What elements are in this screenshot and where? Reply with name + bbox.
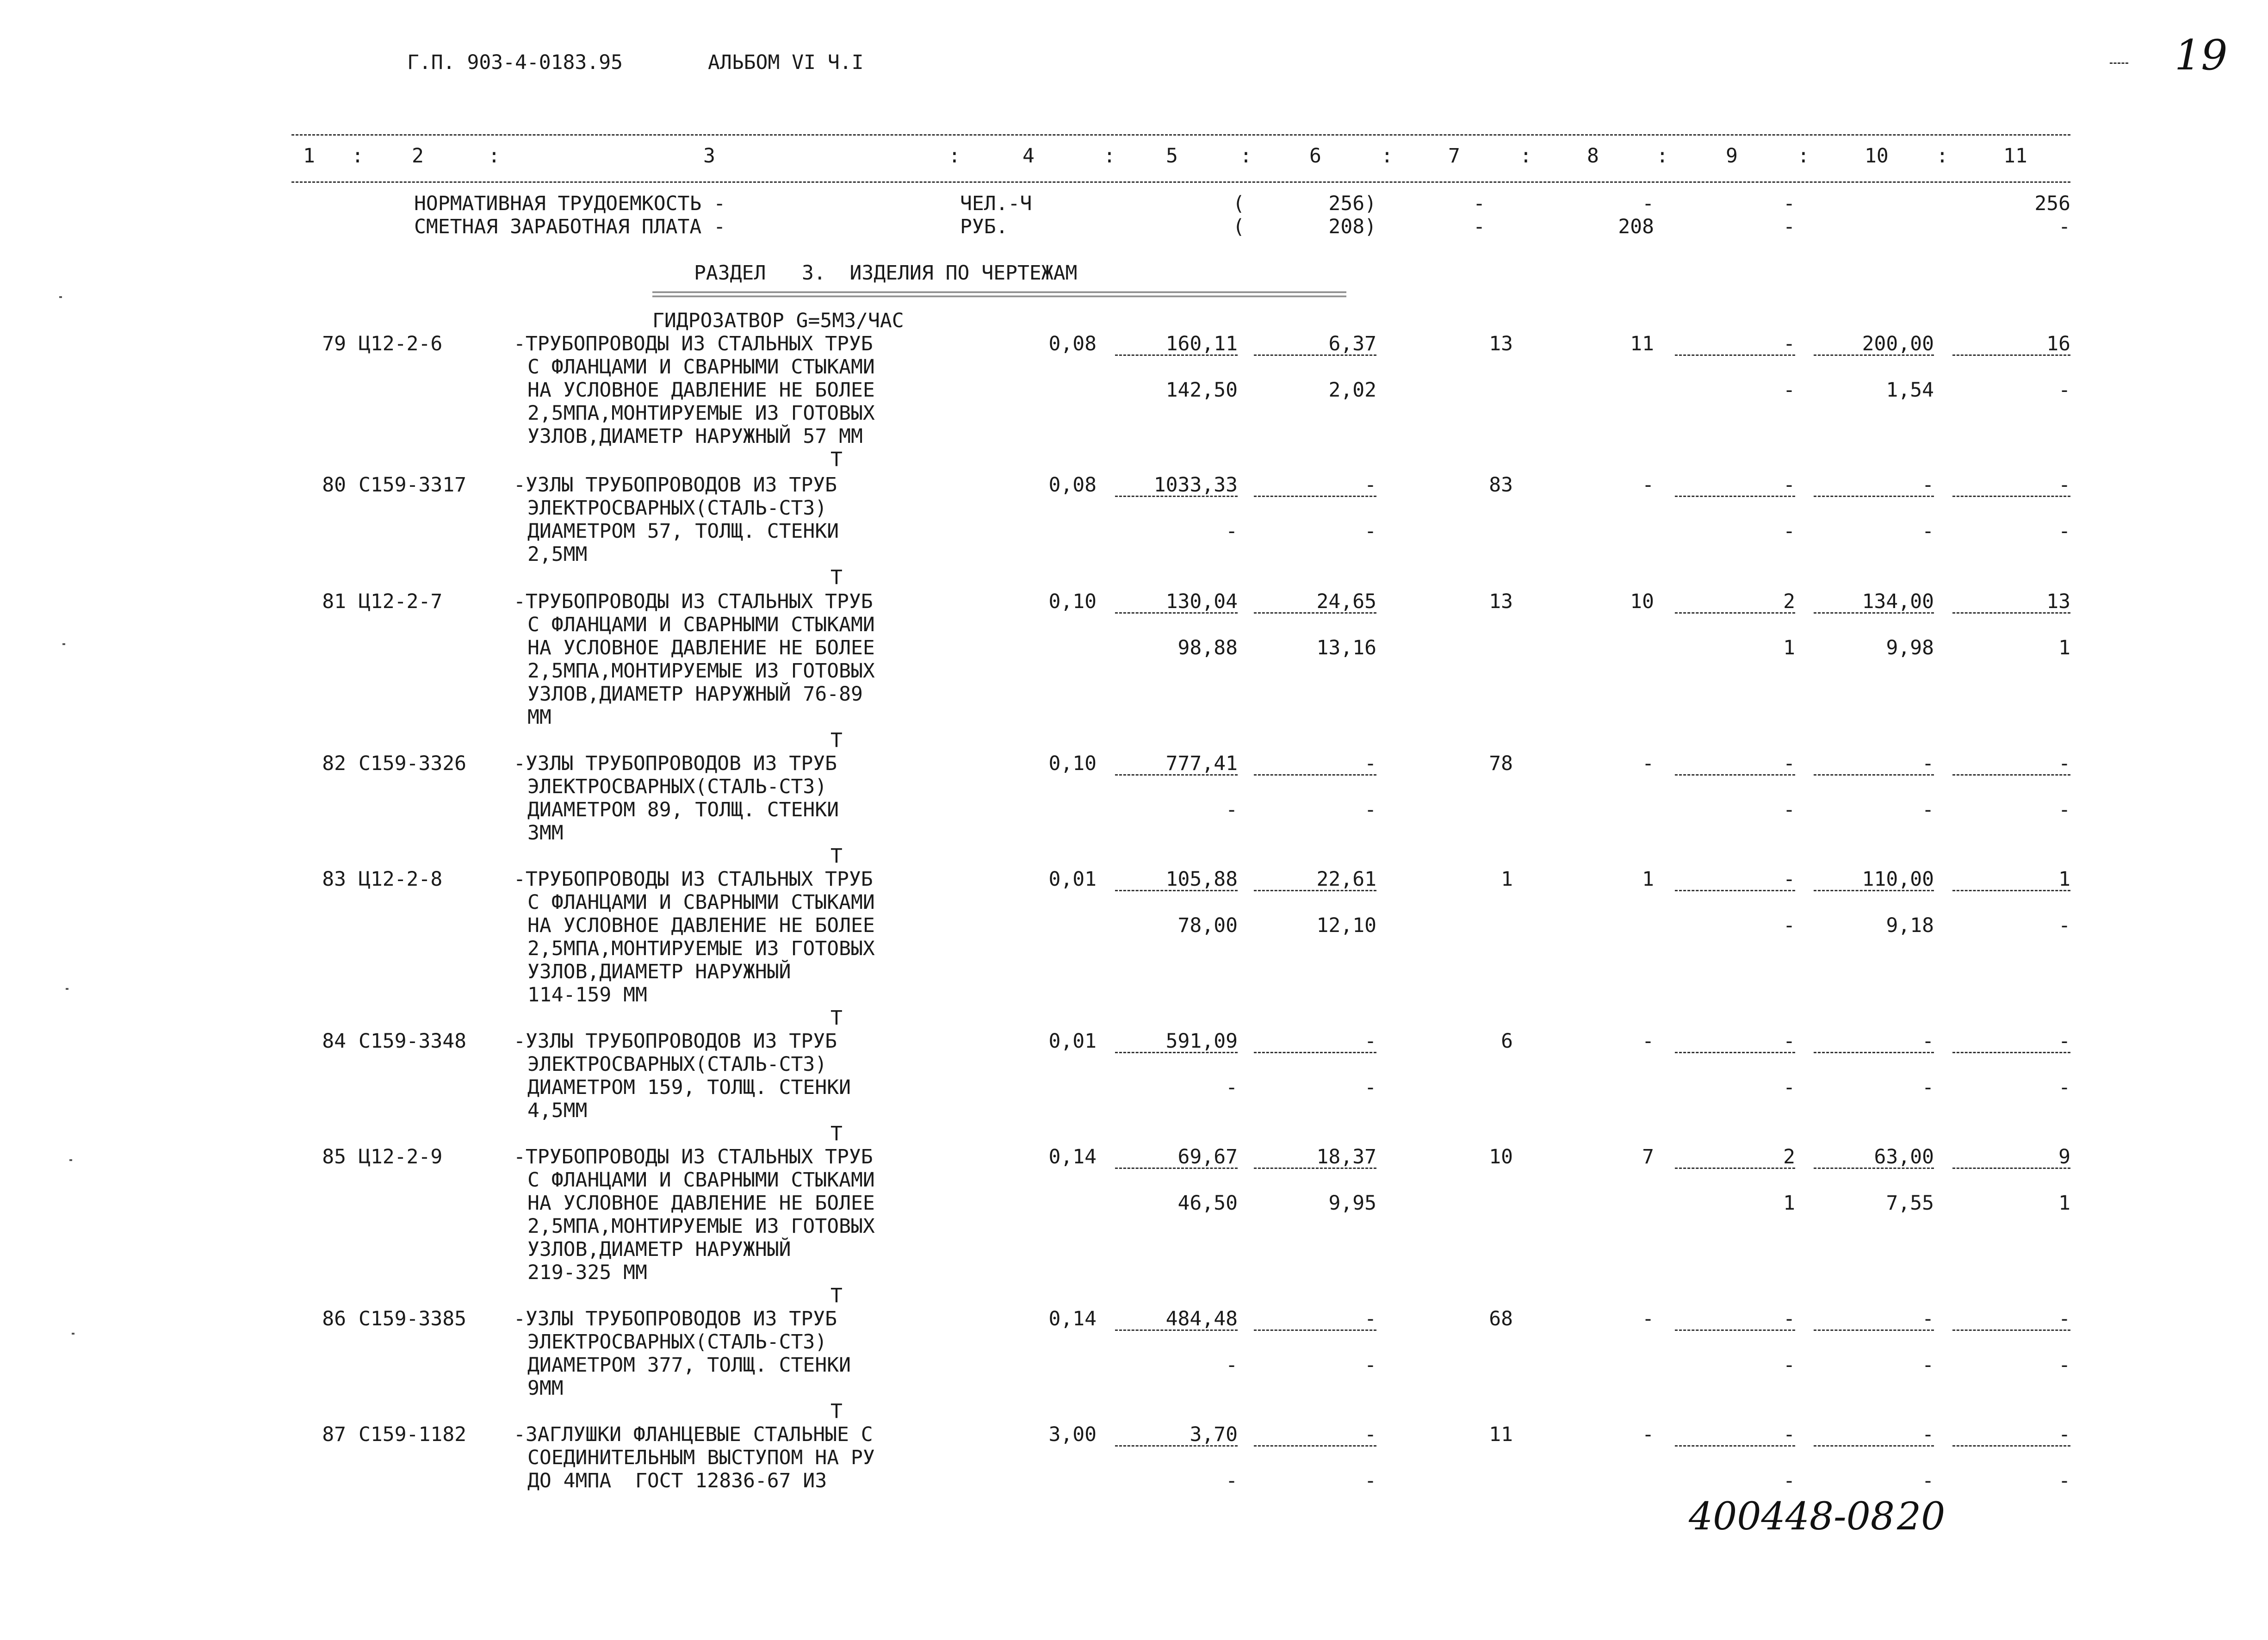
- page-mark-dash: [2110, 62, 2128, 64]
- row-dash-c9: [1675, 496, 1795, 497]
- row-col10-sub: -: [1922, 798, 1934, 821]
- row-dash-c10: [1814, 1052, 1934, 1053]
- row-description-line: 2,5МПА,МОНТИРУЕМЫЕ ИЗ ГОТОВЫХ: [527, 659, 875, 683]
- row-col8: -: [1642, 1307, 1654, 1330]
- row-description-line: УЗЛОВ,ДИАМЕТР НАРУЖНЫЙ: [527, 1238, 791, 1261]
- row-col6-sub: 12,10: [1316, 914, 1376, 937]
- row-col4: 0,01: [1048, 1030, 1097, 1053]
- row-dash-c10: [1814, 1168, 1934, 1169]
- row-description-line: 9ММ: [527, 1377, 564, 1400]
- row-dash-c6: [1254, 1052, 1376, 1053]
- row-col10: -: [1922, 1423, 1934, 1446]
- scan-speck: [66, 988, 68, 990]
- row-number: 79: [322, 332, 346, 355]
- row-col6: -: [1364, 1030, 1376, 1053]
- row-col8: 10: [1630, 590, 1654, 613]
- row-number: 87: [322, 1423, 346, 1446]
- row-dash-c11: [1952, 612, 2070, 614]
- row-col11: -: [2058, 1030, 2070, 1053]
- row-code: Ц12-2-9: [359, 1145, 443, 1168]
- row-col9: -: [1783, 473, 1795, 497]
- row-col6-sub: -: [1364, 1076, 1376, 1099]
- row-description-line: СОЕДИНИТЕЛЬНЫМ ВЫСТУПОМ НА РУ: [527, 1446, 875, 1469]
- row-col5: 105,88: [1165, 868, 1238, 891]
- column-separator: :: [488, 144, 500, 168]
- row-col10: 63,00: [1874, 1145, 1934, 1168]
- row-dash-c9: [1675, 1329, 1795, 1331]
- row-col6-sub: -: [1364, 1469, 1376, 1492]
- scan-speck: [59, 296, 62, 298]
- row-dash-c10: [1814, 774, 1934, 776]
- row-description-line: ДИАМЕТРОМ 159, ТОЛЩ. СТЕНКИ: [527, 1076, 851, 1099]
- row-description-line: 4,5ММ: [527, 1099, 588, 1122]
- row-col6: -: [1364, 1307, 1376, 1330]
- column-separator: :: [1656, 144, 1668, 168]
- row-col10-sub: -: [1922, 1469, 1934, 1492]
- row-col8: 1: [1642, 868, 1654, 891]
- row-col8: -: [1642, 1423, 1654, 1446]
- row-col10: -: [1922, 752, 1934, 775]
- row-col5-sub: 98,88: [1177, 636, 1238, 659]
- row-col10: 200,00: [1862, 332, 1934, 355]
- column-separator: :: [352, 144, 364, 168]
- row-dash-c5: [1115, 1329, 1238, 1331]
- row-col6: -: [1364, 473, 1376, 497]
- row-code: С159-3326: [359, 752, 466, 775]
- row-col7: 1: [1501, 868, 1513, 891]
- row-col5: 484,48: [1165, 1307, 1238, 1330]
- column-separator: :: [1381, 144, 1393, 168]
- row-number: 83: [322, 868, 346, 891]
- section-subtitle: ГИДРОЗАТВОР G=5М3/ЧАС: [652, 309, 904, 332]
- row-dash-c10: [1814, 354, 1934, 356]
- section-underline: [652, 292, 1346, 297]
- column-header-11: 11: [2003, 144, 2027, 168]
- row-description-line: ЭЛЕКТРОСВАРНЫХ(СТАЛЬ-СТ3): [527, 1330, 827, 1354]
- row-description-line: УЗЛОВ,ДИАМЕТР НАРУЖНЫЙ 57 ММ: [527, 425, 863, 448]
- row-description-line: ДО 4МПА ГОСТ 12836-67 ИЗ: [527, 1469, 827, 1492]
- column-separator: :: [1797, 144, 1809, 168]
- row-col9: 2: [1783, 1145, 1795, 1168]
- row-description-line: НА УСЛОВНОЕ ДАВЛЕНИЕ НЕ БОЛЕЕ: [527, 1192, 875, 1215]
- row-col11: 1: [2058, 868, 2070, 891]
- row-col11-sub: 1: [2058, 1192, 2070, 1215]
- row-col5-sub: -: [1226, 1469, 1238, 1492]
- header-rule-top: [291, 134, 2070, 136]
- row-code: С159-3348: [359, 1030, 466, 1053]
- row-dash-c11: [1952, 774, 2070, 776]
- row-col11: -: [2058, 473, 2070, 497]
- column-header-9: 9: [1726, 144, 1738, 168]
- row-col11-sub: 1: [2058, 636, 2070, 659]
- row-col11-sub: -: [2058, 1469, 2070, 1492]
- row-code: Ц12-2-7: [359, 590, 443, 613]
- row-col8: 7: [1642, 1145, 1654, 1168]
- column-header-4: 4: [1022, 144, 1035, 168]
- column-header-1: 1: [303, 144, 315, 168]
- row-col10-sub: 9,98: [1886, 636, 1934, 659]
- row-code: Ц12-2-6: [359, 332, 443, 355]
- row-description-line: УЗЛОВ,ДИАМЕТР НАРУЖНЫЙ 76-89: [527, 683, 863, 706]
- column-header-7: 7: [1448, 144, 1460, 168]
- row-unit: Т: [830, 1400, 843, 1423]
- row-col6-sub: 9,95: [1328, 1192, 1376, 1215]
- row-dash-c10: [1814, 1445, 1934, 1447]
- summary-col8: 208: [1618, 215, 1654, 238]
- row-number: 85: [322, 1145, 346, 1168]
- footer-stamp: 400448-08: [1689, 1495, 1895, 1539]
- summary-col7: -: [1473, 215, 1485, 238]
- row-description-line: ЭЛЕКТРОСВАРНЫХ(СТАЛЬ-СТ3): [527, 775, 827, 798]
- row-col6: 18,37: [1316, 1145, 1376, 1168]
- row-code: Ц12-2-8: [359, 868, 443, 891]
- row-col5: 1033,33: [1153, 473, 1238, 497]
- row-dash-c6: [1254, 774, 1376, 776]
- row-dash-c5: [1115, 1168, 1238, 1169]
- row-col11-sub: -: [2058, 520, 2070, 543]
- row-dash-c5: [1115, 496, 1238, 497]
- summary-col8: -: [1642, 192, 1654, 215]
- row-col11-sub: -: [2058, 1076, 2070, 1099]
- row-col6-sub: -: [1364, 520, 1376, 543]
- column-separator: :: [1103, 144, 1115, 168]
- row-col10: -: [1922, 473, 1934, 497]
- row-dash-c6: [1254, 612, 1376, 614]
- album-label: АЛЬБОМ VI Ч.I: [708, 51, 864, 74]
- document-code: Г.П. 903-4-0183.95: [407, 51, 623, 74]
- summary-col6: ( 208): [1233, 215, 1376, 238]
- row-col11-sub: -: [2058, 379, 2070, 402]
- row-col11-sub: -: [2058, 798, 2070, 821]
- row-description-line: 2,5МПА,МОНТИРУЕМЫЕ ИЗ ГОТОВЫХ: [527, 937, 875, 960]
- row-col10-sub: -: [1922, 1076, 1934, 1099]
- row-col11: -: [2058, 752, 2070, 775]
- row-col10: 110,00: [1862, 868, 1934, 891]
- row-description-line: -ТРУБОПРОВОДЫ ИЗ СТАЛЬНЫХ ТРУБ: [514, 332, 873, 355]
- row-dash-c10: [1814, 612, 1934, 614]
- row-col7: 11: [1489, 1423, 1513, 1446]
- row-col10-sub: -: [1922, 1354, 1934, 1377]
- row-number: 86: [322, 1307, 346, 1330]
- row-col5: 160,11: [1165, 332, 1238, 355]
- row-dash-c5: [1115, 1052, 1238, 1053]
- row-col9-sub: -: [1783, 1076, 1795, 1099]
- column-header-8: 8: [1587, 144, 1599, 168]
- column-header-3: 3: [703, 144, 715, 168]
- row-description-line: ЭЛЕКТРОСВАРНЫХ(СТАЛЬ-СТ3): [527, 497, 827, 520]
- row-col9: -: [1783, 1307, 1795, 1330]
- row-unit: Т: [830, 566, 843, 589]
- footer-page: 20: [1897, 1495, 1946, 1539]
- row-dash-c6: [1254, 496, 1376, 497]
- row-col4: 3,00: [1048, 1423, 1097, 1446]
- row-col11-sub: -: [2058, 914, 2070, 937]
- row-description-line: ДИАМЕТРОМ 89, ТОЛЩ. СТЕНКИ: [527, 798, 839, 821]
- row-col4: 0,08: [1048, 332, 1097, 355]
- row-dash-c11: [1952, 1168, 2070, 1169]
- row-col9-sub: -: [1783, 798, 1795, 821]
- summary-unit: РУБ.: [960, 215, 1008, 238]
- row-col5: 130,04: [1165, 590, 1238, 613]
- row-dash-c11: [1952, 890, 2070, 891]
- row-col5: 3,70: [1190, 1423, 1238, 1446]
- row-col8: -: [1642, 473, 1654, 497]
- row-col4: 0,10: [1048, 590, 1097, 613]
- row-col4: 0,14: [1048, 1145, 1097, 1168]
- row-col10: 134,00: [1862, 590, 1934, 613]
- row-col7: 78: [1489, 752, 1513, 775]
- row-description-line: ЭЛЕКТРОСВАРНЫХ(СТАЛЬ-СТ3): [527, 1053, 827, 1076]
- summary-label: СМЕТНАЯ ЗАРАБОТНАЯ ПЛАТА -: [414, 215, 726, 238]
- column-header-2: 2: [412, 144, 424, 168]
- row-col11: -: [2058, 1423, 2070, 1446]
- row-col5-sub: 78,00: [1177, 914, 1238, 937]
- row-col11: 16: [2046, 332, 2070, 355]
- row-col7: 83: [1489, 473, 1513, 497]
- row-col10-sub: -: [1922, 520, 1934, 543]
- row-dash-c5: [1115, 774, 1238, 776]
- row-col6: -: [1364, 752, 1376, 775]
- row-dash-c6: [1254, 1168, 1376, 1169]
- row-col4: 0,01: [1048, 868, 1097, 891]
- row-code: С159-3385: [359, 1307, 466, 1330]
- row-description-line: -ТРУБОПРОВОДЫ ИЗ СТАЛЬНЫХ ТРУБ: [514, 868, 873, 891]
- row-number: 81: [322, 590, 346, 613]
- row-dash-c10: [1814, 496, 1934, 497]
- row-col6: 6,37: [1328, 332, 1376, 355]
- row-col5: 591,09: [1165, 1030, 1238, 1053]
- row-col9: -: [1783, 332, 1795, 355]
- summary-label: НОРМАТИВНАЯ ТРУДОЕМКОСТЬ -: [414, 192, 726, 215]
- row-dash-c5: [1115, 1445, 1238, 1447]
- row-description-line: ДИАМЕТРОМ 57, ТОЛЩ. СТЕНКИ: [527, 520, 839, 543]
- row-col4: 0,14: [1048, 1307, 1097, 1330]
- row-col7: 13: [1489, 590, 1513, 613]
- row-col6-sub: -: [1364, 1354, 1376, 1377]
- row-col9: -: [1783, 752, 1795, 775]
- row-col4: 0,10: [1048, 752, 1097, 775]
- row-dash-c9: [1675, 774, 1795, 776]
- row-dash-c11: [1952, 1445, 2070, 1447]
- row-description-line: -ЗАГЛУШКИ ФЛАНЦЕВЫЕ СТАЛЬНЫЕ С: [514, 1423, 873, 1446]
- summary-col9: -: [1783, 192, 1795, 215]
- row-dash-c6: [1254, 1445, 1376, 1447]
- row-col7: 10: [1489, 1145, 1513, 1168]
- row-description-line: С ФЛАНЦАМИ И СВАРНЫМИ СТЫКАМИ: [527, 891, 875, 914]
- row-unit: Т: [830, 729, 843, 752]
- row-description-line: 2,5ММ: [527, 543, 588, 566]
- row-dash-c11: [1952, 496, 2070, 497]
- header-rule-bottom: [291, 181, 2070, 183]
- row-dash-c6: [1254, 1329, 1376, 1331]
- row-col11: 13: [2046, 590, 2070, 613]
- row-description-line: С ФЛАНЦАМИ И СВАРНЫМИ СТЫКАМИ: [527, 613, 875, 636]
- column-separator: :: [1936, 144, 1948, 168]
- row-col9-sub: 1: [1783, 1192, 1795, 1215]
- row-description-line: 2,5МПА,МОНТИРУЕМЫЕ ИЗ ГОТОВЫХ: [527, 1215, 875, 1238]
- row-col5-sub: -: [1226, 520, 1238, 543]
- row-col11: 9: [2058, 1145, 2070, 1168]
- row-col10-sub: 1,54: [1886, 379, 1934, 402]
- row-dash-c10: [1814, 1329, 1934, 1331]
- row-dash-c10: [1814, 890, 1934, 891]
- row-dash-c5: [1115, 890, 1238, 891]
- row-description-line: НА УСЛОВНОЕ ДАВЛЕНИЕ НЕ БОЛЕЕ: [527, 379, 875, 402]
- row-dash-c9: [1675, 612, 1795, 614]
- row-col5-sub: -: [1226, 1076, 1238, 1099]
- row-col9-sub: 1: [1783, 636, 1795, 659]
- row-dash-c6: [1254, 890, 1376, 891]
- row-description-line: УЗЛОВ,ДИАМЕТР НАРУЖНЫЙ: [527, 960, 791, 983]
- row-code: С159-1182: [359, 1423, 466, 1446]
- row-col11: -: [2058, 1307, 2070, 1330]
- row-col10-sub: 7,55: [1886, 1192, 1934, 1215]
- row-dash-c9: [1675, 1052, 1795, 1053]
- row-unit: Т: [830, 845, 843, 868]
- summary-col9: -: [1783, 215, 1795, 238]
- row-unit: Т: [830, 1284, 843, 1307]
- row-description-line: -УЗЛЫ ТРУБОПРОВОДОВ ИЗ ТРУБ: [514, 1307, 837, 1330]
- row-dash-c6: [1254, 354, 1376, 356]
- column-separator: :: [1240, 144, 1252, 168]
- row-col5-sub: -: [1226, 1354, 1238, 1377]
- row-col9-sub: -: [1783, 520, 1795, 543]
- row-dash-c11: [1952, 1052, 2070, 1053]
- row-dash-c9: [1675, 354, 1795, 356]
- row-description-line: 3ММ: [527, 821, 564, 845]
- row-number: 80: [322, 473, 346, 497]
- row-description-line: С ФЛАНЦАМИ И СВАРНЫМИ СТЫКАМИ: [527, 1168, 875, 1192]
- summary-col11: 256: [2034, 192, 2070, 215]
- column-separator: :: [948, 144, 960, 168]
- row-description-line: -ТРУБОПРОВОДЫ ИЗ СТАЛЬНЫХ ТРУБ: [514, 1145, 873, 1168]
- row-code: С159-3317: [359, 473, 466, 497]
- row-col5: 69,67: [1177, 1145, 1238, 1168]
- row-description-line: НА УСЛОВНОЕ ДАВЛЕНИЕ НЕ БОЛЕЕ: [527, 636, 875, 659]
- row-number: 84: [322, 1030, 346, 1053]
- summary-col7: -: [1473, 192, 1485, 215]
- scan-speck: [69, 1159, 72, 1161]
- row-description-line: НА УСЛОВНОЕ ДАВЛЕНИЕ НЕ БОЛЕЕ: [527, 914, 875, 937]
- section-title: РАЗДЕЛ 3. ИЗДЕЛИЯ ПО ЧЕРТЕЖАМ: [694, 261, 1078, 285]
- column-header-6: 6: [1309, 144, 1321, 168]
- row-col9-sub: -: [1783, 1469, 1795, 1492]
- row-col8: -: [1642, 752, 1654, 775]
- column-separator: :: [1520, 144, 1532, 168]
- row-description-line: С ФЛАНЦАМИ И СВАРНЫМИ СТЫКАМИ: [527, 355, 875, 379]
- page-mark: 19: [2175, 31, 2228, 80]
- row-dash-c9: [1675, 1168, 1795, 1169]
- row-col6-sub: 2,02: [1328, 379, 1376, 402]
- row-description-line: ММ: [527, 706, 552, 729]
- row-col8: -: [1642, 1030, 1654, 1053]
- row-col7: 13: [1489, 332, 1513, 355]
- row-col9: 2: [1783, 590, 1795, 613]
- row-col6: 24,65: [1316, 590, 1376, 613]
- row-col10-sub: 9,18: [1886, 914, 1934, 937]
- scan-speck: [72, 1333, 74, 1335]
- row-col11-sub: -: [2058, 1354, 2070, 1377]
- row-col7: 6: [1501, 1030, 1513, 1053]
- row-col8: 11: [1630, 332, 1654, 355]
- row-col5-sub: 142,50: [1165, 379, 1238, 402]
- row-dash-c5: [1115, 354, 1238, 356]
- summary-unit: ЧЕЛ.-Ч: [960, 192, 1032, 215]
- summary-col11: -: [2058, 215, 2070, 238]
- row-col7: 68: [1489, 1307, 1513, 1330]
- row-description-line: 2,5МПА,МОНТИРУЕМЫЕ ИЗ ГОТОВЫХ: [527, 402, 875, 425]
- row-col9: -: [1783, 1423, 1795, 1446]
- row-unit: Т: [830, 1006, 843, 1030]
- row-col9: -: [1783, 868, 1795, 891]
- row-description-line: -ТРУБОПРОВОДЫ ИЗ СТАЛЬНЫХ ТРУБ: [514, 590, 873, 613]
- row-description-line: 114-159 ММ: [527, 983, 647, 1006]
- column-header-10: 10: [1865, 144, 1889, 168]
- row-description-line: ДИАМЕТРОМ 377, ТОЛЩ. СТЕНКИ: [527, 1354, 851, 1377]
- row-description-line: -УЗЛЫ ТРУБОПРОВОДОВ ИЗ ТРУБ: [514, 752, 837, 775]
- row-unit: Т: [830, 1122, 843, 1145]
- row-col10: -: [1922, 1307, 1934, 1330]
- row-col5-sub: 46,50: [1177, 1192, 1238, 1215]
- column-header-5: 5: [1166, 144, 1178, 168]
- row-dash-c11: [1952, 1329, 2070, 1331]
- row-description-line: -УЗЛЫ ТРУБОПРОВОДОВ ИЗ ТРУБ: [514, 1030, 837, 1053]
- summary-col6: ( 256): [1233, 192, 1376, 215]
- row-col4: 0,08: [1048, 473, 1097, 497]
- row-col6: 22,61: [1316, 868, 1376, 891]
- row-dash-c9: [1675, 890, 1795, 891]
- row-description-line: -УЗЛЫ ТРУБОПРОВОДОВ ИЗ ТРУБ: [514, 473, 837, 497]
- row-col6: -: [1364, 1423, 1376, 1446]
- row-col9-sub: -: [1783, 1354, 1795, 1377]
- row-dash-c9: [1675, 1445, 1795, 1447]
- row-col10: -: [1922, 1030, 1934, 1053]
- row-col6-sub: 13,16: [1316, 636, 1376, 659]
- row-col9-sub: -: [1783, 914, 1795, 937]
- row-col6-sub: -: [1364, 798, 1376, 821]
- row-description-line: 219-325 ММ: [527, 1261, 647, 1284]
- scan-speck: [62, 643, 65, 645]
- row-col9: -: [1783, 1030, 1795, 1053]
- row-col5: 777,41: [1165, 752, 1238, 775]
- row-col9-sub: -: [1783, 379, 1795, 402]
- row-dash-c5: [1115, 612, 1238, 614]
- row-dash-c11: [1952, 354, 2070, 356]
- row-col5-sub: -: [1226, 798, 1238, 821]
- row-number: 82: [322, 752, 346, 775]
- row-unit: Т: [830, 448, 843, 471]
